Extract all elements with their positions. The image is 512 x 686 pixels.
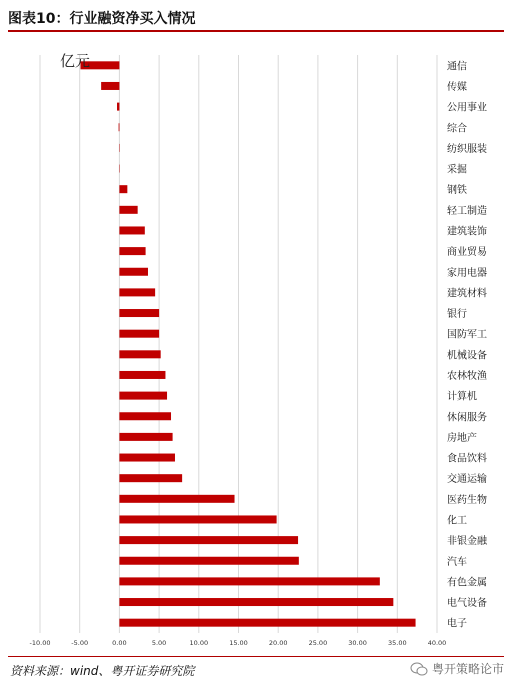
bar <box>119 123 120 131</box>
x-tick-label: 0.00 <box>112 639 127 647</box>
bar <box>119 288 155 296</box>
category-label: 医药生物 <box>447 494 487 506</box>
bar <box>119 309 159 317</box>
bar <box>119 185 127 193</box>
footer-divider <box>8 656 504 657</box>
unit-label: 亿元 <box>60 52 91 70</box>
bar <box>119 536 298 544</box>
category-label: 综合 <box>447 123 467 135</box>
category-label: 纺织服装 <box>447 143 487 155</box>
x-tick-label: 30.00 <box>348 639 367 647</box>
x-tick-label: 35.00 <box>387 639 407 647</box>
bar <box>117 103 119 111</box>
category-label: 建筑材料 <box>447 288 487 300</box>
x-tick-label: -10.00 <box>29 639 51 647</box>
watermark-text: 粤开策略论市 <box>431 662 504 676</box>
category-label: 计算机 <box>447 391 477 403</box>
bar <box>119 206 137 214</box>
watermark <box>410 660 504 677</box>
bar <box>119 350 160 358</box>
bar <box>119 412 171 420</box>
bar <box>119 247 145 255</box>
category-label: 非银金融 <box>447 536 487 548</box>
category-label: 采掘 <box>447 164 467 176</box>
category-label: 休闲服务 <box>447 412 487 424</box>
category-label: 银行 <box>447 309 467 321</box>
bar <box>119 226 144 234</box>
category-label: 汽车 <box>447 556 467 568</box>
wechat-icon <box>410 662 428 676</box>
category-label: 农林牧渔 <box>447 370 487 382</box>
bar <box>119 515 276 523</box>
category-label: 有色金属 <box>447 577 487 589</box>
category-label: 公用事业 <box>447 102 487 114</box>
category-label: 电气设备 <box>447 598 487 610</box>
bar <box>119 433 172 441</box>
category-label: 钢铁 <box>447 185 467 197</box>
bar <box>119 371 165 379</box>
bar <box>119 268 148 276</box>
category-label: 轻工制造 <box>447 205 487 217</box>
category-label: 通信 <box>447 61 467 73</box>
category-label: 交通运输 <box>447 474 487 486</box>
category-label: 商业贸易 <box>447 247 487 259</box>
x-tick-labels <box>30 639 447 647</box>
bar <box>119 392 167 400</box>
x-tick-label: 25.00 <box>308 639 328 647</box>
bar <box>119 557 298 565</box>
bar <box>119 577 379 585</box>
x-tick-label: 10.00 <box>189 639 209 647</box>
category-label: 机械设备 <box>447 350 487 362</box>
figure-title: 图表10：行业融资净买入情况 <box>8 11 196 27</box>
category-label: 传媒 <box>447 81 467 93</box>
x-tick-label: 20.00 <box>268 639 288 647</box>
bar <box>101 82 119 90</box>
source-note: 资料来源：wind、粤开证券研究院 <box>10 664 195 678</box>
category-label: 食品饮料 <box>447 453 487 465</box>
bars <box>80 61 415 626</box>
bar <box>119 619 415 627</box>
x-tick-label: 15.00 <box>229 639 248 647</box>
category-label: 家用电器 <box>447 267 487 279</box>
category-label: 房地产 <box>447 432 477 444</box>
category-labels <box>447 59 488 629</box>
x-tick-label: 5.00 <box>151 639 167 647</box>
category-label: 化工 <box>447 515 467 527</box>
bar <box>119 495 234 503</box>
bar <box>119 598 393 606</box>
category-label: 电子 <box>447 618 467 630</box>
x-tick-label: -5.00 <box>71 639 89 647</box>
bar <box>119 330 159 338</box>
bar <box>119 474 182 482</box>
x-tick-label: 40.00 <box>427 639 447 647</box>
bar <box>119 454 175 462</box>
category-label: 建筑装饰 <box>447 226 487 238</box>
grid-lines <box>40 55 437 633</box>
category-label: 国防军工 <box>447 329 487 341</box>
